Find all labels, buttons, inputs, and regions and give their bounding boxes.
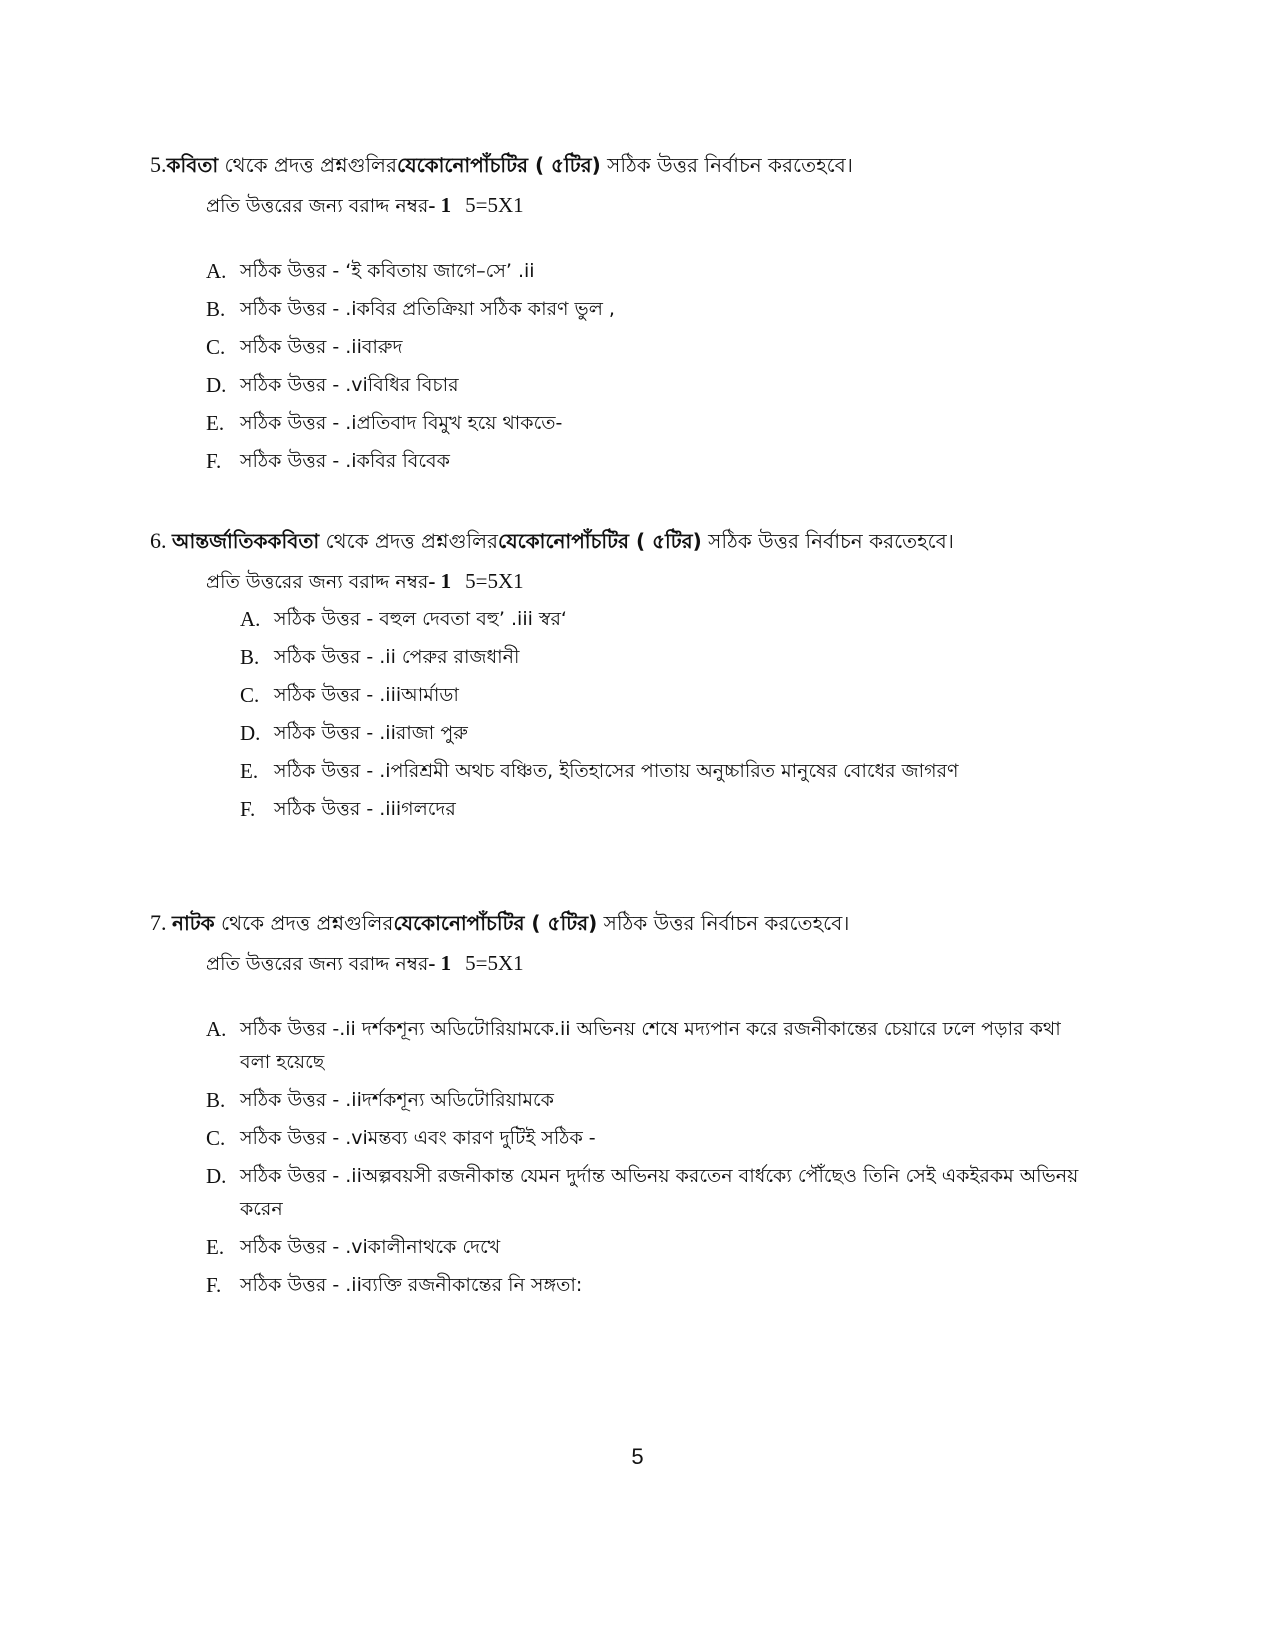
list-item xyxy=(206,1231,1086,1264)
answer-text: সঠিক উত্তর - .viমন্তব্য এবং কারণ দুটিই সঠিক - xyxy=(240,1127,596,1149)
answer-letter: D. xyxy=(206,1164,227,1188)
answer-text: সঠিক উত্তর - .iকবির প্রতিক্রিয়া সঠিক কারণ ভুল , xyxy=(240,298,615,320)
answer-letter: F. xyxy=(206,1273,222,1297)
section-topic: কবিতা xyxy=(166,153,219,177)
list-item xyxy=(206,255,1106,288)
answer-letter: C. xyxy=(240,683,260,707)
question-heading xyxy=(150,908,1150,938)
heading-end: সঠিক উত্তর নির্বাচন করতেহবে। xyxy=(597,911,850,935)
heading-end: সঠিক উত্তর নির্বাচন করতেহবে। xyxy=(701,529,954,553)
marks-label: প্রতি উত্তরের জন্য বরাদ্দ নম্বর xyxy=(206,571,429,593)
answer-list xyxy=(206,255,1106,478)
list-item xyxy=(240,679,1140,712)
list-item xyxy=(206,1269,1086,1302)
list-item xyxy=(240,755,1140,788)
answer-text: সঠিক উত্তর - .iiiগলদের xyxy=(274,798,456,820)
answer-letter: E. xyxy=(206,411,225,435)
list-item xyxy=(206,1084,1086,1117)
answer-letter: D. xyxy=(206,373,227,397)
answer-letter: B. xyxy=(206,1088,226,1112)
answer-text: সঠিক উত্তর - .iiব্যক্তি রজনীকান্তের নি সঙ্গতা: xyxy=(240,1274,583,1296)
marks-value: - 1 xyxy=(428,569,452,593)
answer-letter: C. xyxy=(206,335,226,359)
answer-letter: B. xyxy=(240,645,260,669)
question-section-6 xyxy=(150,526,1150,831)
list-item xyxy=(206,407,1106,440)
question-number: 5. xyxy=(150,152,167,177)
answer-letter: F. xyxy=(206,449,222,473)
marks-formula: 5=5X1 xyxy=(465,569,524,593)
answer-text: সঠিক উত্তর -.ii দর্শকশূন্য অডিটোরিয়ামকে.ii অভিনয় শেষে মদ্যপান করে রজনীকান্তের চেয়ারে ঢলে পড়ার কথা বলা হয়েছে xyxy=(240,1018,1061,1073)
answer-text: সঠিক উত্তর - .iiবারুদ xyxy=(240,336,403,358)
answer-letter: E. xyxy=(206,1235,225,1259)
answer-text: সঠিক উত্তর - বহুল দেবতা বহু’ .iii স্বর‘ xyxy=(274,608,567,630)
question-section-7 xyxy=(150,908,1150,1307)
heading-text: থেকে প্রদত্ত প্রশ্নগুলির xyxy=(218,153,397,177)
marks-label: প্রতি উত্তরের জন্য বরাদ্দ নম্বর xyxy=(206,195,429,217)
answer-letter: A. xyxy=(206,1017,227,1041)
question-number: 6. xyxy=(150,528,172,553)
marks-label: প্রতি উত্তরের জন্য বরাদ্দ নম্বর xyxy=(206,953,429,975)
list-item xyxy=(240,603,1140,636)
answer-letter: E. xyxy=(240,759,259,783)
heading-text: থেকে প্রদত্ত প্রশ্নগুলির xyxy=(214,911,394,935)
marks-line xyxy=(206,190,1150,221)
answer-text: সঠিক উত্তর - .ii পেরুর রাজধানী xyxy=(274,646,520,668)
answer-letter: D. xyxy=(240,721,261,745)
answer-text: সঠিক উত্তর - .iকবির বিবেক xyxy=(240,450,450,472)
question-heading xyxy=(150,150,1150,180)
answer-text: সঠিক উত্তর - ‘ই কবিতায় জাগে–সে’ .ii xyxy=(240,260,535,282)
answer-text: সঠিক উত্তর - .viবিধির বিচার xyxy=(240,374,459,396)
answer-list xyxy=(240,603,1140,826)
answer-text: সঠিক উত্তর - .viকালীনাথকে দেখে xyxy=(240,1236,501,1258)
list-item xyxy=(240,717,1140,750)
answer-list xyxy=(206,1013,1086,1302)
section-topic: নাটক xyxy=(172,911,215,935)
section-topic: আন্তর্জাতিককবিতা xyxy=(172,529,320,553)
marks-formula: 5=5X1 xyxy=(465,193,524,217)
page-number: 5 xyxy=(631,1444,644,1469)
answer-letter: A. xyxy=(206,259,227,283)
choice-instruction: যেকোনোপাঁচটির ( ৫টির) xyxy=(393,911,598,935)
answer-letter: B. xyxy=(206,297,226,321)
answer-text: সঠিক উত্তর - .iiদর্শকশূন্য অডিটোরিয়ামকে xyxy=(240,1089,554,1111)
answer-text: সঠিক উত্তর - .iiরাজা পুরু xyxy=(274,722,468,744)
heading-text: থেকে প্রদত্ত প্রশ্নগুলির xyxy=(319,529,498,553)
list-item xyxy=(206,293,1106,326)
answer-letter: C. xyxy=(206,1126,226,1150)
question-number: 7. xyxy=(150,910,172,935)
answer-letter: F. xyxy=(240,797,256,821)
list-item xyxy=(206,445,1106,478)
list-item xyxy=(240,641,1140,674)
list-item xyxy=(240,793,1140,826)
question-heading xyxy=(150,526,1150,556)
answer-text: সঠিক উত্তর - .iiঅল্পবয়সী রজনীকান্ত যেমন দুর্দান্ত অভিনয় করতেন বার্ধক্যে পৌঁছেও তিনি সেই একইরকম অভিনয় করেন xyxy=(240,1165,1079,1220)
marks-formula: 5=5X1 xyxy=(465,951,524,975)
list-item xyxy=(206,331,1106,364)
answer-text: সঠিক উত্তর - .iiiআর্মাডা xyxy=(274,684,459,706)
answer-text: সঠিক উত্তর - .iপ্রতিবাদ বিমুখ হয়ে থাকতে- xyxy=(240,412,563,434)
list-item xyxy=(206,1160,1086,1226)
choice-instruction: যেকোনোপাঁচটির ( ৫টির) xyxy=(497,529,702,553)
marks-value: - 1 xyxy=(428,951,452,975)
heading-end: সঠিক উত্তর নির্বাচন করতেহবে। xyxy=(600,153,853,177)
list-item xyxy=(206,369,1106,402)
answer-text: সঠিক উত্তর - .iপরিশ্রমী অথচ বঞ্চিত, ইতিহাসের পাতায় অনুচ্চারিত মানুষের বোধের জাগরণ xyxy=(274,760,959,782)
choice-instruction: যেকোনোপাঁচটির ( ৫টির) xyxy=(396,153,601,177)
list-item xyxy=(206,1013,1086,1079)
marks-line xyxy=(206,948,1150,979)
marks-value: - 1 xyxy=(428,193,452,217)
question-section-5 xyxy=(150,150,1150,483)
answer-letter: A. xyxy=(240,607,261,631)
marks-line xyxy=(206,566,1150,597)
list-item xyxy=(206,1122,1086,1155)
